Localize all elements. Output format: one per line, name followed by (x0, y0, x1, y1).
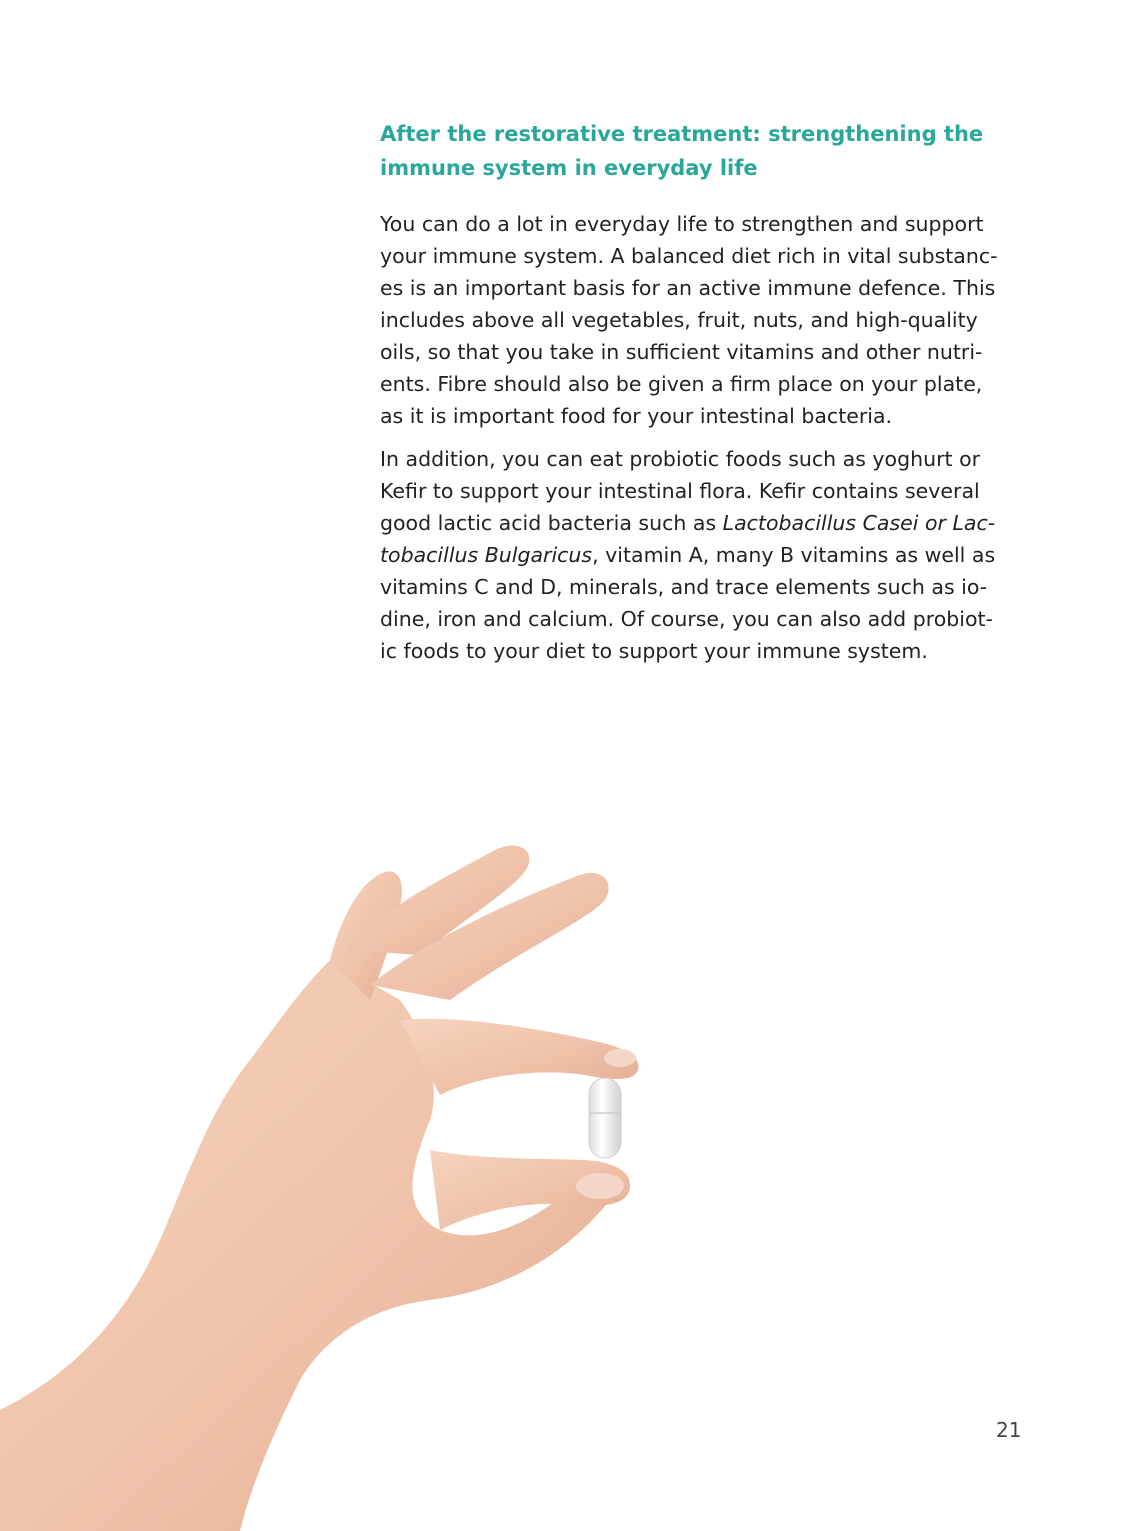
paragraph-line: es is an important basis for an active immune defence. This (380, 276, 996, 300)
page-number: 21 (996, 1418, 1022, 1442)
hand-shape (0, 846, 638, 1531)
species-name-italic: Lactobacillus Casei or Lac- (722, 511, 996, 535)
paragraph-line: oils, so that you take in sufficient vitamins and other nutri- (380, 340, 983, 364)
paragraph-line (380, 539, 1040, 571)
paragraph-line: vitamins C and D, minerals, and trace elements such as io- (380, 575, 988, 599)
paragraph-line (380, 507, 1040, 539)
paragraph-diet (380, 208, 1040, 432)
hand-holding-capsule-photo (0, 820, 700, 1531)
section-heading-line-1: After the restorative treatment: strengthening the (380, 122, 984, 146)
index-fingernail (604, 1049, 636, 1067)
paragraph-text: , vitamin A, many B vitamins as well as (592, 543, 996, 567)
paragraph-line: your immune system. A balanced diet rich in vital substanc- (380, 244, 998, 268)
species-name-italic: tobacillus Bulgaricus (380, 543, 593, 567)
paragraph-line: dine, iron and calcium. Of course, you can also add probiot- (380, 607, 993, 631)
paragraph-line: includes above all vegetables, fruit, nuts, and high-quality (380, 308, 978, 332)
paragraph-line: ents. Fibre should also be given a firm place on your plate, (380, 372, 983, 396)
section-heading-line-2: immune system in everyday life (380, 156, 758, 180)
paragraph-line: You can do a lot in everyday life to strengthen and support (380, 212, 984, 236)
paragraph-line: Kefir to support your intestinal flora. Kefir contains several (380, 479, 980, 503)
thumbnail (576, 1173, 624, 1199)
paragraph-line: ic foods to your diet to support your immune system. (380, 639, 928, 663)
paragraph-text: good lactic acid bacteria such as (380, 511, 723, 535)
paragraph-probiotics (380, 443, 1040, 667)
paragraph-line: as it is important food for your intestinal bacteria. (380, 404, 893, 428)
paragraph-line: In addition, you can eat probiotic foods such as yoghurt or (380, 447, 981, 471)
section-heading (380, 117, 984, 185)
capsule-pill (589, 1078, 621, 1158)
